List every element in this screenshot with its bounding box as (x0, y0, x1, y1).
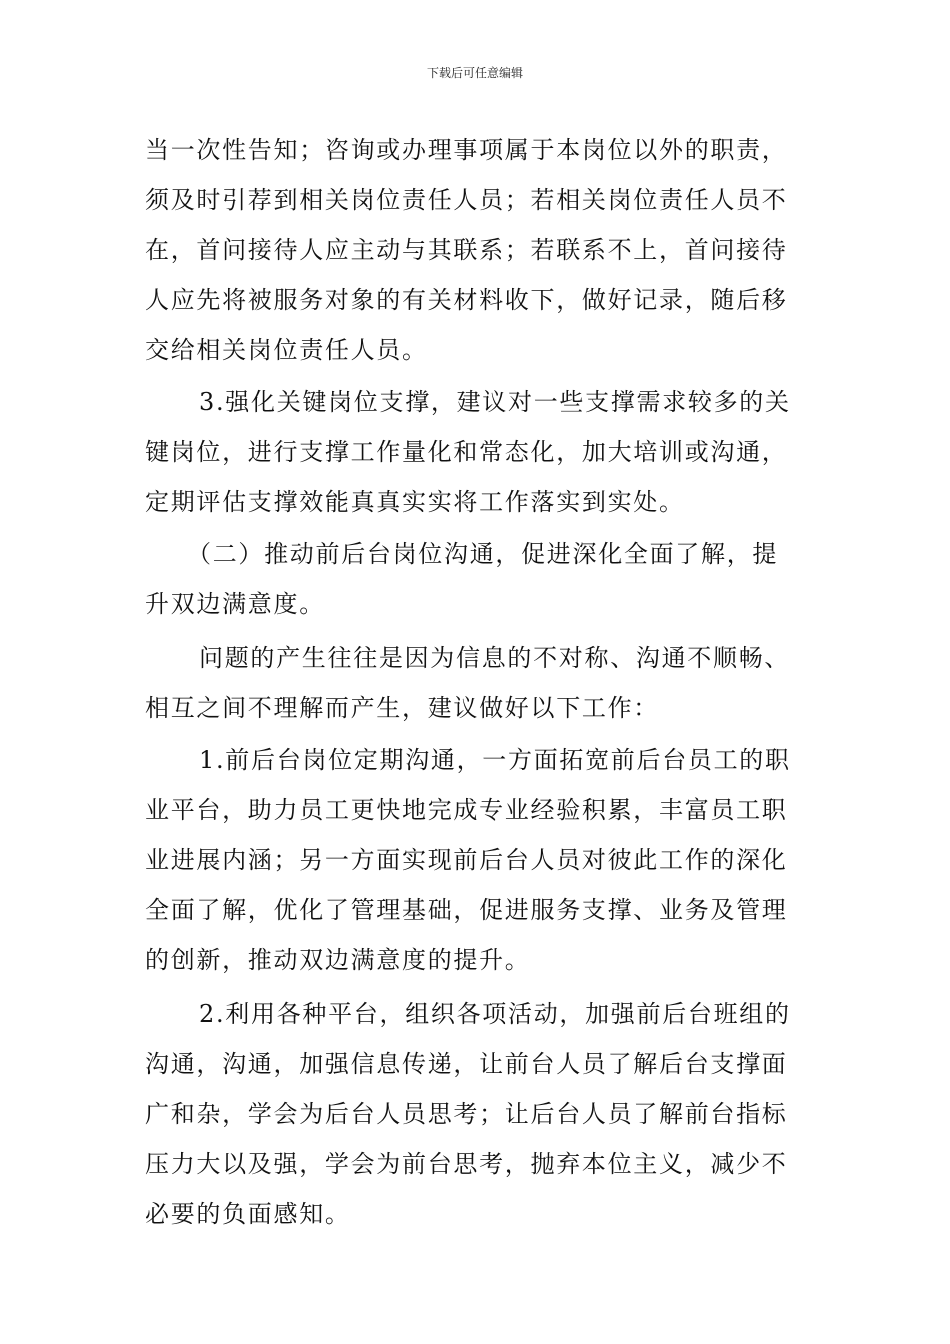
text-line: （二）推动前后台岗位沟通，促进深化全面了解，提 (187, 540, 779, 568)
text-line: 3.强化关键岗位支撑，建议对一些支撑需求较多的关 (199, 388, 791, 416)
text-line: 全面了解，优化了管理基础，促进服务支撑、业务及管理 (145, 896, 788, 924)
text-line: 业进展内涵；另一方面实现前后台人员对彼此工作的深化 (145, 846, 788, 874)
paragraph-item-3 (145, 377, 807, 527)
text-line: 键岗位，进行支撑工作量化和常态化，加大培训或沟通， (145, 438, 788, 466)
document-body (145, 125, 807, 1239)
text-line: 压力大以及强，学会为前台思考，抛弃本位主义，减少不 (145, 1150, 788, 1178)
text-line: 当一次性告知；咨询或办理事项属于本岗位以外的职责， (145, 136, 788, 164)
page-header: 下载后可任意编辑 (426, 66, 523, 80)
paragraph-intro (145, 633, 807, 733)
text-line: 在，首问接待人应主动与其联系；若联系不上，首问接待 (145, 236, 788, 264)
text-line: 广和杂，学会为后台人员思考；让后台人员了解前台指标 (145, 1100, 788, 1128)
text-line: 2.利用各种平台，组织各项活动，加强前后台班组的 (199, 1000, 791, 1028)
paragraph-continuation (145, 125, 807, 375)
text-line: 定期评估支撑效能真真实实将工作落实到实处。 (145, 488, 685, 516)
paragraph-item-2 (145, 989, 807, 1239)
text-line: 必要的负面感知。 (145, 1200, 351, 1228)
text-line: 人应先将被服务对象的有关材料收下，做好记录，随后移 (145, 286, 788, 314)
text-line: 业平台，助力员工更快地完成专业经验积累，丰富员工职 (145, 796, 788, 824)
text-line: 1.前后台岗位定期沟通，一方面拓宽前后台员工的职 (199, 746, 791, 774)
text-line: 相互之间不理解而产生，建议做好以下工作： (145, 694, 659, 722)
text-line: 升双边满意度。 (145, 590, 325, 618)
text-line: 问题的产生往往是因为信息的不对称、沟通不顺畅、 (199, 644, 791, 672)
text-line: 沟通，沟通，加强信息传递，让前台人员了解后台支撑面 (145, 1050, 788, 1078)
text-line: 交给相关岗位责任人员。 (145, 336, 428, 364)
text-line: 的创新，推动双边满意度的提升。 (145, 946, 531, 974)
text-line: 须及时引荐到相关岗位责任人员；若相关岗位责任人员不 (145, 186, 788, 214)
paragraph-item-1 (145, 735, 807, 985)
section-heading (145, 529, 807, 629)
